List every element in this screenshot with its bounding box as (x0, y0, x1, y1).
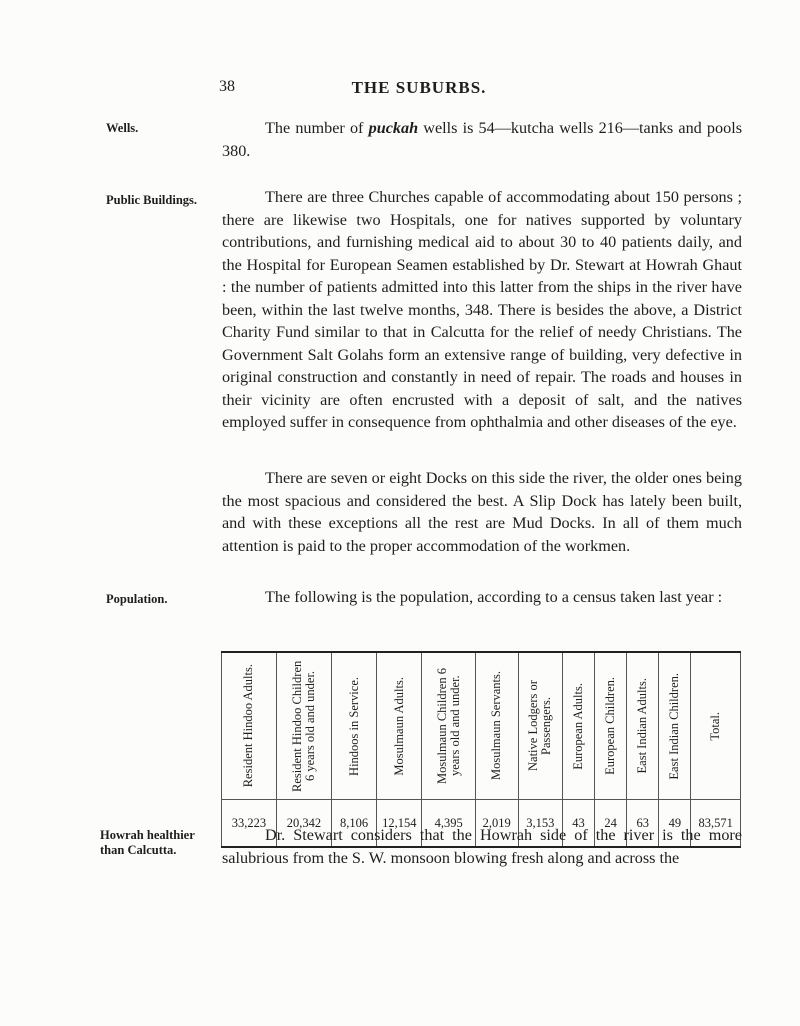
cell-east-indian-children: 49 (659, 800, 691, 848)
cell-total: 83,571 (691, 800, 741, 848)
population-text: The following is the population, according to a census taken last year : (265, 588, 723, 606)
public-buildings-paragraph (222, 186, 742, 434)
page-number: 38 (219, 78, 235, 95)
wells-text-after: wells is 54—kutcha wells 216—tanks and pools 380. (222, 119, 743, 160)
page-header (0, 78, 800, 108)
cell-european-adults: 43 (562, 800, 594, 848)
cell-resident-hindoo-adults: 33,223 (222, 800, 277, 848)
col-header-mosulmaun-children: Mosulmaun Children 6 years old and under. (422, 652, 475, 800)
col-header-european-children: European Children. (595, 652, 627, 800)
col-header-european-adults: European Adults. (562, 652, 594, 800)
col-header-resident-hindoo-adults: Resident Hindoo Adults. (222, 652, 277, 800)
docks-paragraph (222, 467, 742, 557)
col-header-mosulmaun-servants: Mosulmaun Servants. (475, 652, 518, 800)
census-header-row (222, 652, 741, 800)
puckah-word: puckah (368, 119, 419, 137)
cell-native-lodgers: 3,153 (518, 800, 562, 848)
margin-note-population: Population. (106, 592, 168, 606)
census-table (221, 651, 741, 848)
docks-text: There are seven or eight Docks on this side the river, the older ones being the most spacious and considered the best. A Slip Dock has lately been built, and with these exceptions all the rest are Mud Docks. In all of them much attention is paid to the proper accommodation of the workmen. (222, 469, 742, 555)
col-header-east-indian-adults: East Indian Adults. (627, 652, 659, 800)
wells-paragraph (222, 117, 742, 162)
col-header-resident-hindoo-children: Resident Hindoo Children 6 years old and under. (276, 652, 331, 800)
cell-hindoos-in-service: 8,106 (331, 800, 376, 848)
cell-east-indian-adults: 63 (627, 800, 659, 848)
col-header-total: Total. (691, 652, 741, 800)
cell-mosulmaun-children: 4,395 (422, 800, 475, 848)
howrah-text: Dr. Stewart considers that the Howrah side of the river is the more salubrious from the S. W. monsoon blowing fresh along and across the (222, 826, 742, 867)
public-buildings-text: There are three Churches capable of accommodating about 150 persons ; there are likewise two Hospitals, one for natives supported by voluntary contributions, and furnishing medical aid to about 30 to 40 patients daily, and the Hospital for European Seamen established by Dr. Stewart at Howrah Ghaut : the number of patients admitted into this latter from the ships in the river have been, within the last twelve months, 348. There is besides the above, a District Charity Fund similar to that in Calcutta for the relief of needy Christians. The Government Salt Golahs form an extensive range of building, very defective in original construction and constantly in need of repair. The roads and houses in their vicinity are often encrusted with a deposit of salt, and the natives employed suffer in consequence from ophthalmia and other diseases of the eye. (222, 188, 742, 431)
margin-note-public-buildings: Public Buildings. (106, 193, 198, 207)
cell-resident-hindoo-children: 20,342 (276, 800, 331, 848)
population-paragraph (222, 586, 742, 609)
col-header-east-indian-children: East Indian Children. (659, 652, 691, 800)
margin-note-howrah: Howrah healthier than Calcutta. (100, 828, 195, 857)
cell-mosulmaun-servants: 2,019 (475, 800, 518, 848)
col-header-hindoos-in-service: Hindoos in Service. (331, 652, 376, 800)
howrah-paragraph (222, 824, 742, 869)
col-header-mosulmaun-adults: Mosulmaun Adults. (377, 652, 422, 800)
wells-text-before: The number of (265, 119, 369, 137)
col-header-native-lodgers: Native Lodgers or Passengers. (518, 652, 562, 800)
cell-european-children: 24 (595, 800, 627, 848)
margin-note-wells: Wells. (106, 121, 139, 135)
cell-mosulmaun-adults: 12,154 (377, 800, 422, 848)
running-title: THE SUBURBS. (351, 78, 487, 97)
